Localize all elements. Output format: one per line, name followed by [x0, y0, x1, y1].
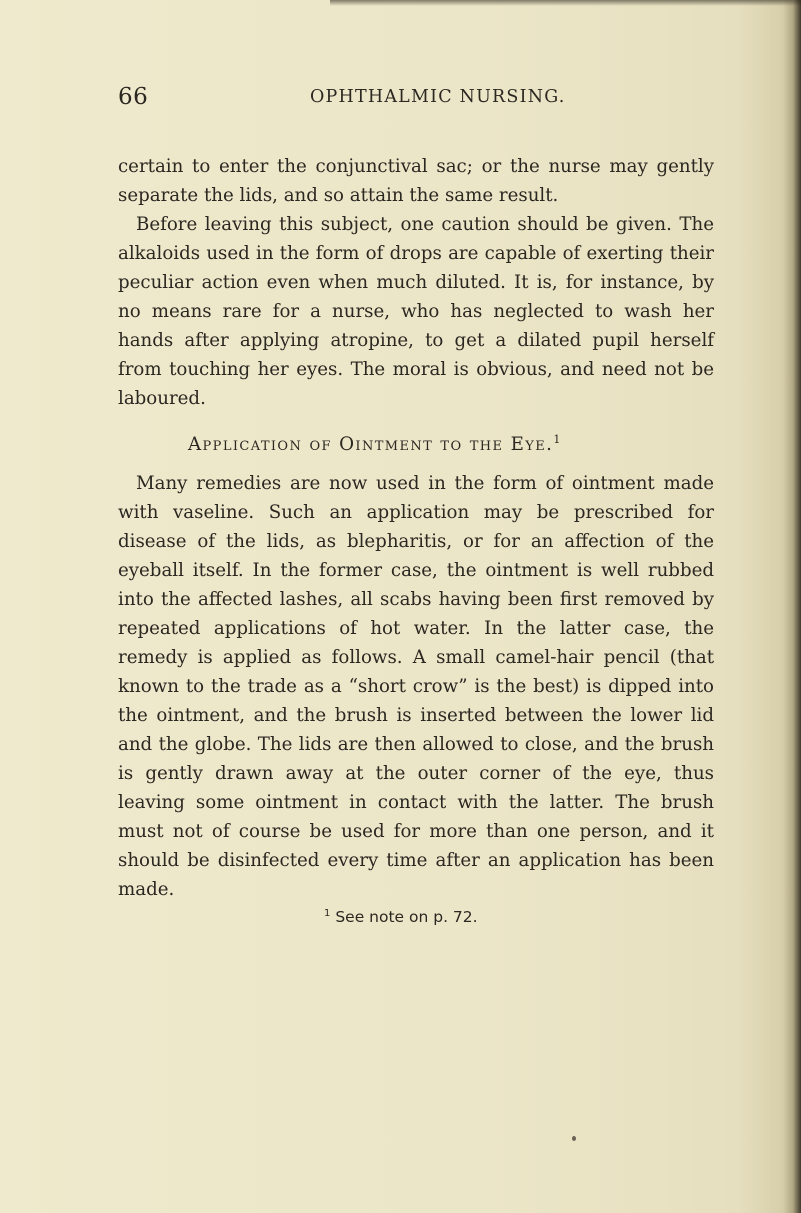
body-text: [118, 152, 714, 928]
section-heading: [118, 430, 714, 459]
footnote: [118, 906, 714, 928]
section-heading-text: Application of Ointment to the Eye.: [188, 434, 554, 455]
footnote-reference: 1: [553, 432, 562, 446]
paragraph-caution: Before leaving this subject, one caution should be given. The alkaloids used in the form of drops are capable of exerting their peculiar action even when much diluted. It is, for instance, by no means rare for a nurse, who has neglected to wash her hands after applying atropine, to get a dilated pupil herself from touching her eyes. The moral is obvious, and need not be laboured.: [118, 214, 714, 409]
paragraph-continuation: certain to enter the conjunctival sac; or the nurse may gently separate the lids, and so attain the same result.: [118, 156, 714, 206]
footnote-marker: 1: [324, 907, 331, 919]
paper-speck: [572, 1136, 576, 1141]
footnote-text: See note on p. 72.: [335, 908, 478, 926]
page-number: 66: [118, 84, 149, 110]
paragraph-ointment: Many remedies are now used in the form of ointment made with vaseline. Such an application may be prescribed for disease of the lids, as blepharitis, or for an affection of the eyeball itself. In the former case, the ointment is well rubbed into the affected lashes, all scabs having been first removed by repeated applications of hot water. In the latter case, the remedy is applied as follows. A small camel-hair pencil (that known to the trade as a “short crow” is the best) is dipped into the ointment, and the brush is inserted between the lower lid and the globe. The lids are then allowed to close, and the brush is gently drawn away at the outer corner of the eye, thus leaving some ointment in contact with the latter. The brush must not of course be used for more than one person, and it should be disinfected every time after an application has been made.: [118, 473, 714, 900]
page-binding-edge: [783, 0, 801, 1213]
running-head: OPHTHALMIC NURSING.: [310, 87, 566, 107]
page-header: [118, 84, 718, 114]
page-top-edge-shadow: [330, 0, 801, 6]
